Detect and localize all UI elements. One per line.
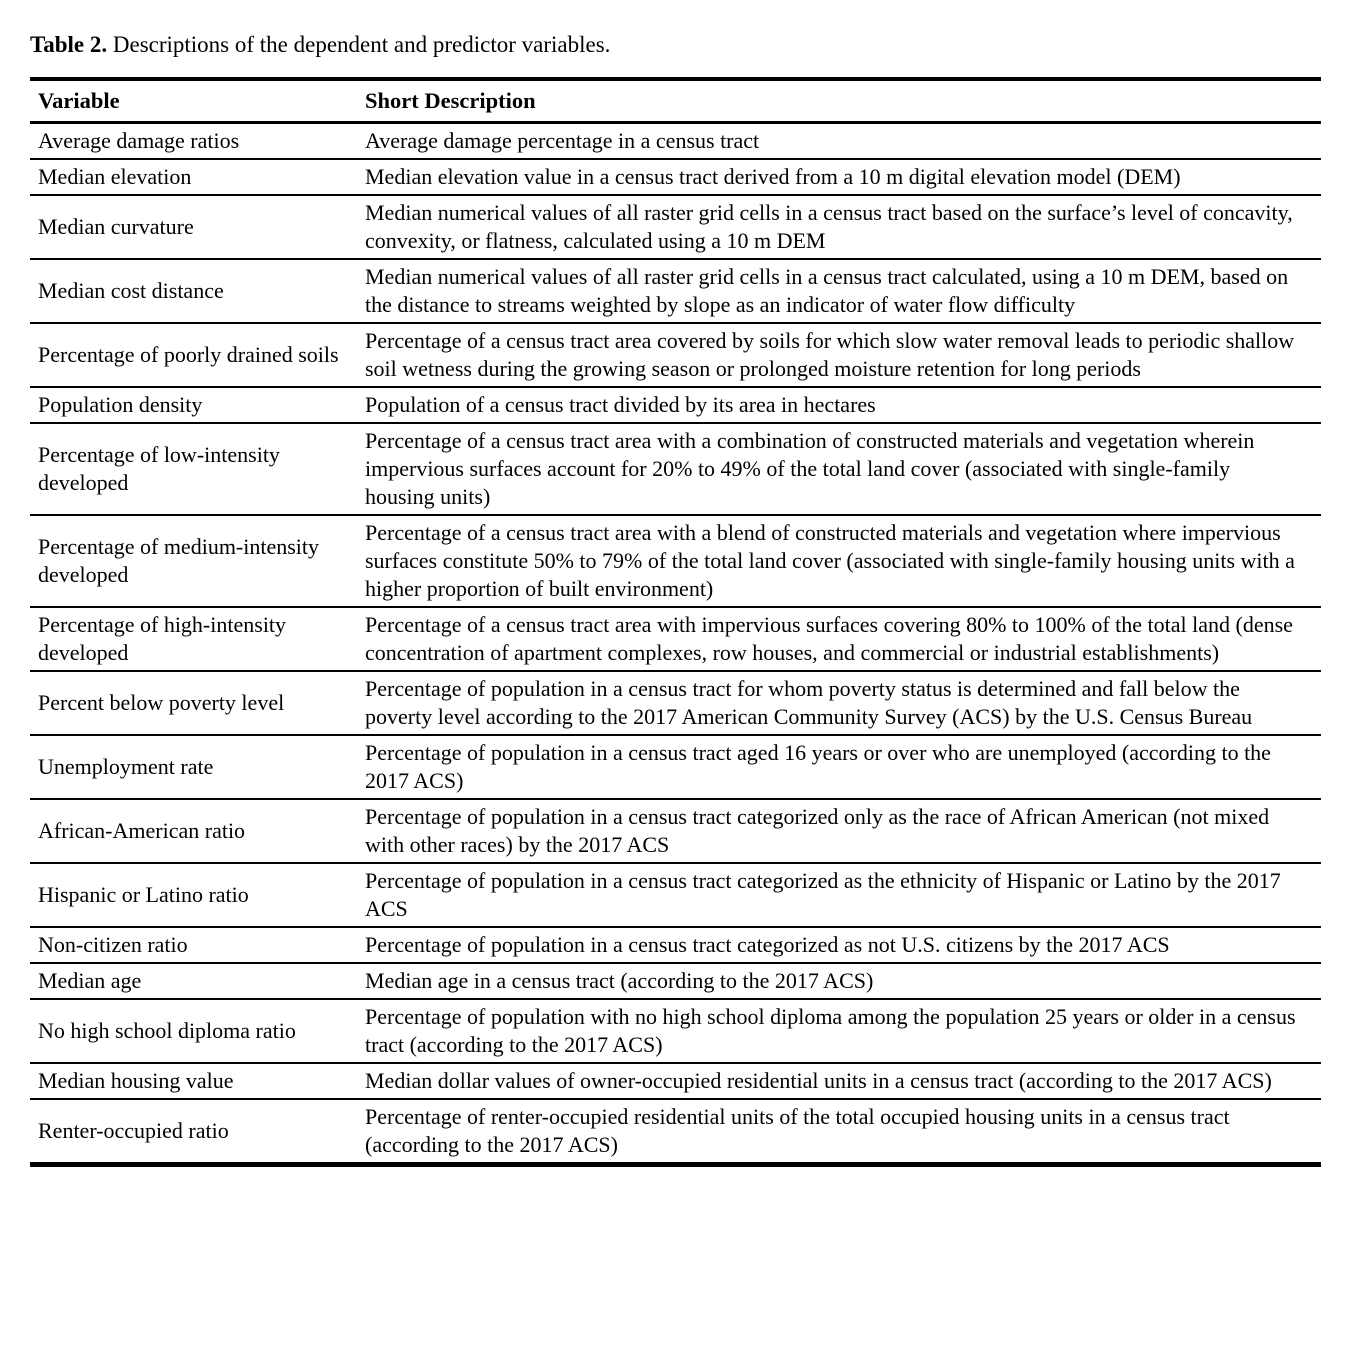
table-header — [30, 79, 1321, 123]
description-cell: Percentage of a census tract area with a blend of constructed materials and vegetation where impervious surfaces constitute 50% to 79% of the total land cover (associated with single-family housing units with a higher proportion of built environment) — [365, 515, 1321, 607]
variable-cell: Median curvature — [30, 195, 365, 259]
description-cell: Population of a census tract divided by its area in hectares — [365, 387, 1321, 423]
variable-cell: Average damage ratios — [30, 123, 365, 160]
description-cell: Median elevation value in a census tract derived from a 10 m digital elevation model (DEM) — [365, 159, 1321, 195]
variable-cell: Median elevation — [30, 159, 365, 195]
table-row — [30, 515, 1321, 607]
table-row — [30, 423, 1321, 515]
description-cell: Median numerical values of all raster grid cells in a census tract based on the surface’s level of concavity, convexity, or flatness, calculated using a 10 m DEM — [365, 195, 1321, 259]
table-row — [30, 259, 1321, 323]
table-row — [30, 863, 1321, 927]
table-row — [30, 963, 1321, 999]
table-row — [30, 799, 1321, 863]
variable-cell: Median age — [30, 963, 365, 999]
column-header-description: Short Description — [365, 79, 1321, 123]
description-cell: Percentage of a census tract area with a combination of constructed materials and vegetation wherein impervious surfaces account for 20% to 49% of the total land cover (associated with single-family housing units) — [365, 423, 1321, 515]
header-row — [30, 79, 1321, 123]
table-row — [30, 323, 1321, 387]
column-header-variable: Variable — [30, 79, 365, 123]
description-cell: Percentage of renter-occupied residential units of the total occupied housing units in a census tract (according to the 2017 ACS) — [365, 1099, 1321, 1165]
description-cell: Median numerical values of all raster grid cells in a census tract calculated, using a 10 m DEM, based on the distance to streams weighted by slope as an indicator of water flow difficulty — [365, 259, 1321, 323]
table-caption — [30, 30, 1321, 60]
variable-cell: Population density — [30, 387, 365, 423]
variable-cell: Hispanic or Latino ratio — [30, 863, 365, 927]
table-row — [30, 195, 1321, 259]
table-row — [30, 159, 1321, 195]
description-cell: Percentage of population in a census tract categorized only as the race of African American (not mixed with other races) by the 2017 ACS — [365, 799, 1321, 863]
variable-cell: Renter-occupied ratio — [30, 1099, 365, 1165]
description-cell: Median dollar values of owner-occupied residential units in a census tract (according to the 2017 ACS) — [365, 1063, 1321, 1099]
table-row — [30, 927, 1321, 963]
variable-cell: African-American ratio — [30, 799, 365, 863]
table-row — [30, 735, 1321, 799]
description-cell: Percentage of population in a census tract for whom poverty status is determined and fall below the poverty level according to the 2017 American Community Survey (ACS) by the U.S. Census Bureau — [365, 671, 1321, 735]
table-body — [30, 123, 1321, 1165]
variable-cell: Non-citizen ratio — [30, 927, 365, 963]
table-caption-number: Table 2. — [30, 32, 108, 57]
description-cell: Percentage of population in a census tract categorized as not U.S. citizens by the 2017 ACS — [365, 927, 1321, 963]
variable-cell: Percentage of poorly drained soils — [30, 323, 365, 387]
variable-cell: No high school diploma ratio — [30, 999, 365, 1063]
variable-cell: Unemployment rate — [30, 735, 365, 799]
description-cell: Median age in a census tract (according to the 2017 ACS) — [365, 963, 1321, 999]
description-cell: Percentage of a census tract area with impervious surfaces covering 80% to 100% of the total land (dense concentration of apartment complexes, row houses, and commercial or industrial establishments) — [365, 607, 1321, 671]
variable-cell: Median cost distance — [30, 259, 365, 323]
description-cell: Percentage of population in a census tract categorized as the ethnicity of Hispanic or Latino by the 2017 ACS — [365, 863, 1321, 927]
variable-cell: Median housing value — [30, 1063, 365, 1099]
variable-cell: Percentage of medium-intensity developed — [30, 515, 365, 607]
table-row — [30, 999, 1321, 1063]
table-caption-text: Descriptions of the dependent and predictor variables. — [112, 32, 611, 57]
variable-cell: Percentage of high-intensity developed — [30, 607, 365, 671]
variable-cell: Percentage of low-intensity developed — [30, 423, 365, 515]
variables-table — [30, 77, 1321, 1167]
table-row — [30, 671, 1321, 735]
table-row — [30, 607, 1321, 671]
description-cell: Percentage of population with no high school diploma among the population 25 years or older in a census tract (according to the 2017 ACS) — [365, 999, 1321, 1063]
table-row — [30, 1063, 1321, 1099]
description-cell: Average damage percentage in a census tract — [365, 123, 1321, 160]
table-row — [30, 123, 1321, 160]
table-row — [30, 387, 1321, 423]
description-cell: Percentage of population in a census tract aged 16 years or over who are unemployed (according to the 2017 ACS) — [365, 735, 1321, 799]
table-row — [30, 1099, 1321, 1165]
variable-cell: Percent below poverty level — [30, 671, 365, 735]
description-cell: Percentage of a census tract area covered by soils for which slow water removal leads to periodic shallow soil wetness during the growing season or prolonged moisture retention for long periods — [365, 323, 1321, 387]
